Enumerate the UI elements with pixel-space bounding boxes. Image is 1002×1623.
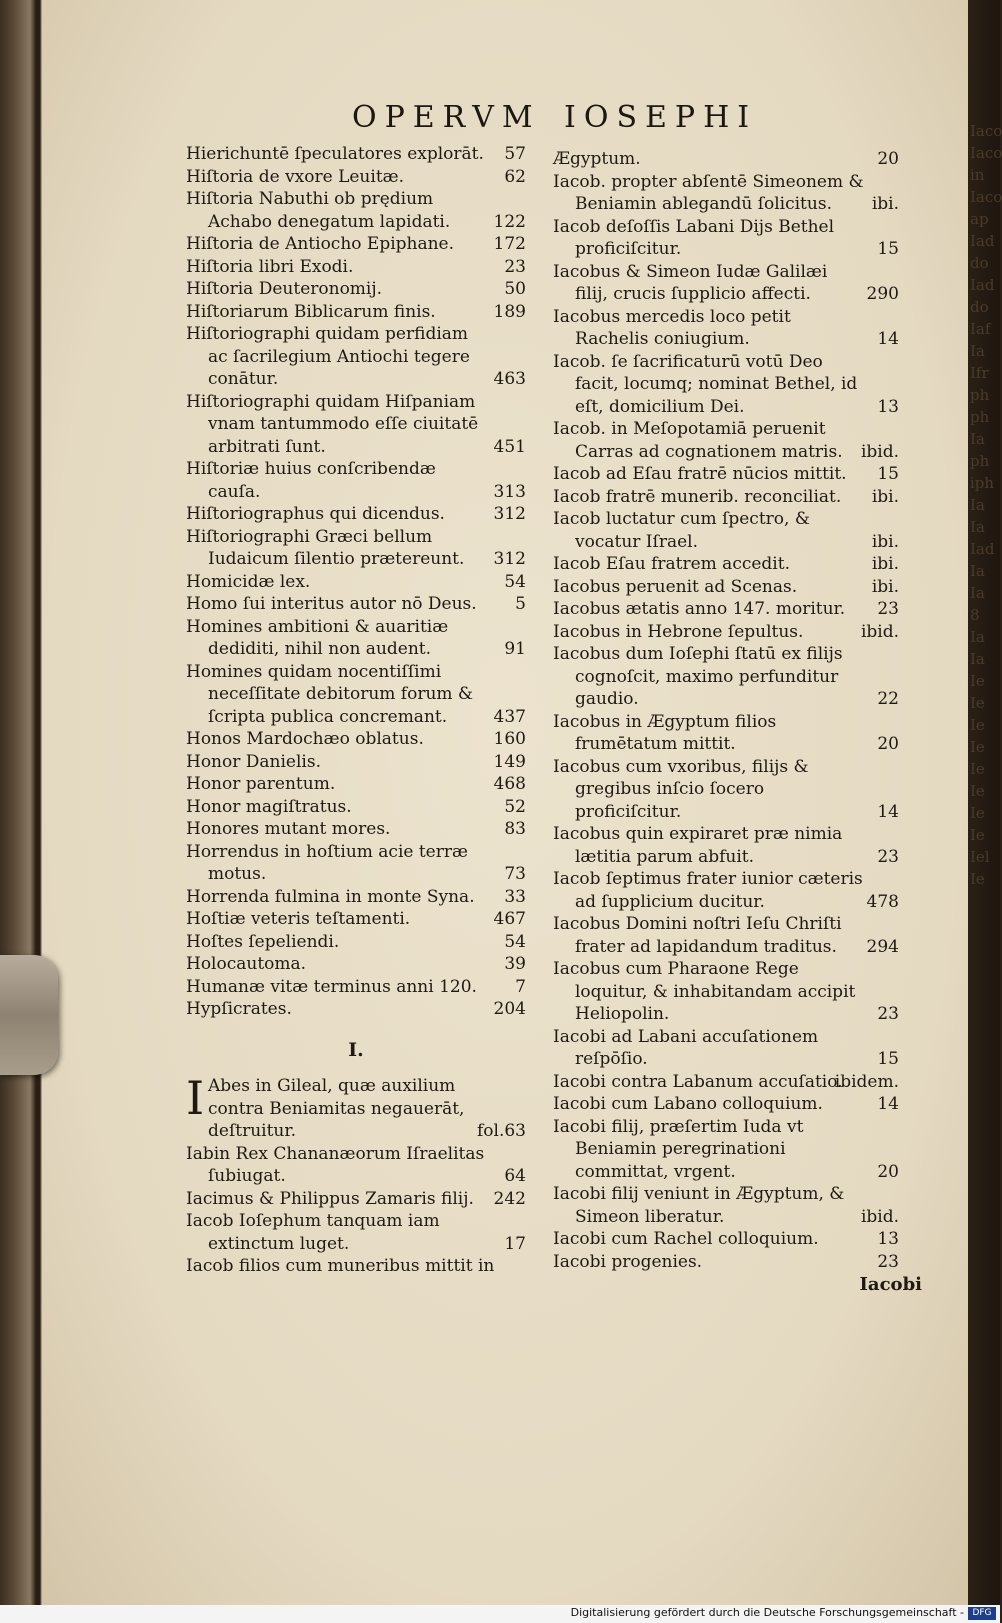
entry-text: Hiſtoria libri Exodi.	[186, 256, 354, 277]
edge-fragment: Ia	[970, 430, 985, 448]
edge-fragment: Iel	[970, 848, 990, 866]
entry-text: Iacimus & Philippus Zamaris filij.	[186, 1188, 474, 1209]
entry-page: 52	[504, 796, 526, 817]
index-entry	[553, 1183, 899, 1228]
index-entry	[553, 351, 899, 419]
entry-text: Iacob deſoſſis Labani Dijs Bethel proficiſcitur.	[553, 216, 835, 259]
entry-text: Iacob ſeptimus frater iunior cæteris ad ſupplicium ducitur.	[553, 869, 863, 912]
entry-page: 23	[504, 256, 526, 277]
entry-text: Hiſtoriographi quidam perfidiam ac ſacrilegium Antiochi tegere conātur.	[186, 324, 470, 389]
entry-text: Abes in Gileal, quæ auxilium contra Beniamitas negauerāt, deſtruitur.	[208, 1076, 465, 1141]
index-entry	[186, 998, 526, 1021]
index-entry-dropcap	[186, 1071, 526, 1143]
entry-page: 91	[504, 639, 526, 659]
entry-text: Iacobus cum Pharaone Rege loquitur, & inhabitandam accipit Heliopolin.	[553, 959, 856, 1024]
entry-text: Homines ambitioni & auaritiæ dediditi, nihil non audent.	[186, 616, 449, 659]
edge-fragment: Ia	[970, 518, 985, 536]
edge-fragment: Ia	[970, 584, 985, 602]
header-word-1: OPERVM	[352, 100, 541, 135]
index-entry	[186, 188, 526, 233]
edge-fragment: Ie	[970, 672, 985, 690]
edge-fragment: in	[970, 166, 985, 184]
index-entry	[186, 166, 526, 189]
entry-text: Iacobus cum vxoribus, filijs & gregibus inſcio ſocero proficiſcitur.	[553, 756, 809, 822]
edge-fragment: Ia	[970, 562, 985, 580]
dfg-logo: DFG	[968, 1607, 996, 1620]
entry-text: Iacobus in Ægyptum filios frumētatum mittit.	[553, 711, 777, 754]
entry-page: 468	[493, 774, 526, 794]
index-entry	[186, 526, 526, 571]
entry-page: 14	[877, 1094, 899, 1114]
entry-page: 467	[493, 909, 526, 929]
entry-page: 13	[877, 1229, 899, 1249]
entry-page: ibid.	[860, 621, 899, 642]
index-entry	[553, 823, 899, 868]
entry-page: 54	[504, 571, 526, 592]
index-entry	[186, 616, 526, 661]
entry-page: fol.63	[477, 1121, 526, 1141]
entry-text: Iacobus dum Ioſephi ſtatū ex filijs cognoſcit, maximo perfunditur gaudio.	[553, 644, 843, 709]
index-entry	[553, 868, 899, 913]
entry-text: Hiſtoria Deuteronomij.	[186, 279, 383, 299]
entry-page: 15	[877, 239, 899, 259]
entry-text: Iacob Ioſephum tanquam iam extinctum luget.	[186, 1211, 440, 1254]
entry-text: Honor parentum.	[186, 774, 336, 794]
entry-text: Iacobi ad Labani accuſationem reſpōſio.	[553, 1026, 819, 1069]
entry-text: Iacobus ætatis anno 147. moritur.	[553, 599, 846, 619]
entry-text: Iacob ad Eſau fratrē nūcios mittit.	[553, 464, 847, 484]
entry-text: Hypſicrates.	[186, 999, 292, 1019]
index-entry	[553, 1093, 899, 1116]
entry-text: Honor magiſtratus.	[186, 796, 352, 817]
left-entries-i	[186, 1143, 526, 1278]
index-entry	[186, 908, 526, 931]
index-entry	[186, 751, 526, 774]
entry-page: 5	[515, 594, 526, 614]
index-entry	[553, 306, 899, 351]
index-entry	[186, 391, 526, 459]
index-entry	[186, 233, 526, 256]
index-entry	[553, 216, 899, 261]
entry-text: Iacobi filij, præſertim Iuda vt Beniamin peregrinationi committat, vrgent.	[553, 1116, 804, 1182]
edge-fragment: Iaco	[970, 188, 1002, 206]
edge-fragment: Ie	[970, 760, 985, 778]
entry-text: Horrendus in hoſtium acie terræ motus.	[186, 841, 468, 884]
index-entry	[553, 643, 899, 711]
entry-text: Iacob Eſau fratrem accedit.	[553, 554, 790, 574]
entry-page: 204	[493, 999, 526, 1019]
right-column	[553, 148, 899, 1273]
entry-text: Iacobus Domini noſtri Ieſu Chriſti frater ad lapidandum traditus.	[553, 914, 842, 957]
index-entry	[553, 148, 899, 171]
index-entry	[186, 886, 526, 909]
edge-fragment: ph	[970, 408, 990, 426]
index-entry	[186, 143, 526, 166]
entry-page: 14	[877, 801, 899, 822]
edge-fragment: Iad	[970, 232, 995, 250]
entry-page: 15	[877, 1049, 899, 1069]
entry-text: Hiſtoriographi Græci bellum Iudaicum ſilentio prætereunt.	[186, 526, 465, 569]
section-letter: I.	[348, 1038, 364, 1061]
entry-text: Iacobi cum Labano colloquium.	[553, 1094, 823, 1114]
entry-page: ibid.	[860, 441, 899, 462]
left-entries-h	[186, 143, 526, 1021]
index-entry	[186, 301, 526, 324]
index-entry	[186, 841, 526, 886]
entry-page: 62	[504, 166, 526, 187]
edge-fragment: iph	[970, 474, 995, 492]
entry-page: 172	[493, 234, 526, 254]
entry-page: 13	[877, 396, 899, 417]
entry-page: 15	[877, 464, 899, 484]
edge-fragment: Ia	[970, 628, 985, 646]
entry-text: Homicidæ lex.	[186, 571, 311, 592]
entry-text: Iacob filios cum muneribus mittit in	[186, 1256, 495, 1276]
entry-text: Horrenda fulmina in monte Syna.	[186, 886, 475, 907]
entry-page: 54	[504, 931, 526, 952]
facing-page-edge	[970, 120, 1002, 1600]
entry-page: ibidem.	[834, 1071, 899, 1092]
entry-page: 437	[493, 706, 526, 727]
entry-page: 50	[504, 279, 526, 299]
entry-page: 478	[866, 891, 899, 912]
entry-page: 39	[504, 954, 526, 974]
header-word-2: IOSEPHI	[564, 100, 758, 135]
index-entry	[186, 323, 526, 391]
entry-page: 33	[504, 886, 526, 907]
index-entry	[186, 818, 526, 841]
entry-page: 451	[493, 436, 526, 457]
entry-page: 313	[493, 481, 526, 502]
index-entry	[553, 553, 899, 576]
edge-fragment: Iad	[970, 540, 995, 558]
entry-page: 23	[877, 846, 899, 867]
entry-page: 7	[515, 976, 526, 997]
entry-page: 23	[877, 1251, 899, 1272]
index-entry	[553, 463, 899, 486]
edge-fragment: Ie	[970, 826, 985, 844]
entry-text: Iacobi cum Rachel colloquium.	[553, 1229, 819, 1249]
index-entry	[186, 976, 526, 999]
edge-fragment: Ifr	[970, 364, 989, 382]
entry-page: 23	[877, 599, 899, 619]
index-entry	[186, 458, 526, 503]
index-entry	[553, 508, 899, 553]
index-entry	[553, 171, 899, 216]
entry-text: Iacob luctatur cum ſpectro, & vocatur Iſrael.	[553, 509, 810, 552]
entry-text: Iacob fratrē munerib. reconciliat.	[553, 486, 842, 507]
edge-fragment: Ie	[970, 870, 985, 888]
index-entry	[186, 1255, 526, 1278]
index-entry	[186, 796, 526, 819]
index-entry	[553, 486, 899, 509]
entry-text: Iacobi filij veniunt in Ægyptum, & Simeon liberatur.	[553, 1184, 845, 1227]
footer-credit: Digitalisierung gefördert durch die Deutsche Forschungsgemeinschaft -	[570, 1606, 964, 1619]
entry-text: Iacobus in Hebrone ſepultus.	[553, 621, 804, 642]
entry-page: 189	[493, 301, 526, 322]
index-entry	[186, 953, 526, 976]
entry-page: 290	[866, 284, 899, 304]
entry-page: 83	[504, 819, 526, 839]
entry-text: Hiſtoriæ huius conſcribendæ cauſa.	[186, 459, 436, 502]
entry-page: 14	[877, 329, 899, 349]
index-entry	[553, 1116, 899, 1184]
index-entry	[553, 598, 899, 621]
edge-fragment: Iaf	[970, 320, 991, 338]
entry-text: Hoſtiæ veteris teſtamenti.	[186, 909, 411, 929]
edge-fragment: 8	[970, 606, 980, 624]
index-entry	[553, 1251, 899, 1274]
index-entry	[186, 571, 526, 594]
entry-text: Ægyptum.	[553, 149, 641, 169]
edge-fragment: ph	[970, 452, 990, 470]
entry-page: 64	[504, 1166, 526, 1186]
left-column	[186, 143, 526, 1278]
entry-text: Holocautoma.	[186, 954, 307, 974]
entry-text: Iacobi progenies.	[553, 1251, 703, 1272]
entry-text: Iacob. propter abſentē Simeonem & Beniamin ablegandū ſolicitus.	[553, 171, 864, 214]
entry-page: 57	[504, 144, 526, 164]
edge-fragment: Ie	[970, 716, 985, 734]
index-entry	[553, 958, 899, 1026]
entry-page: 20	[877, 1161, 899, 1182]
entry-text: Hiſtoriographus qui dicendus.	[186, 504, 445, 524]
index-entry	[553, 756, 899, 824]
entry-page: 312	[493, 504, 526, 524]
index-entry	[553, 576, 899, 599]
entry-page: 73	[504, 864, 526, 884]
index-entry	[553, 261, 899, 306]
entry-page: 22	[877, 689, 899, 709]
edge-fragment: ph	[970, 386, 990, 404]
edge-fragment: ap	[970, 210, 989, 228]
index-entry	[553, 418, 899, 463]
index-entry	[553, 1026, 899, 1071]
entry-text: Hiſtoria de vxore Leuitæ.	[186, 166, 405, 187]
index-entry	[553, 1071, 899, 1094]
drop-cap: I	[186, 1071, 205, 1125]
entry-page: ibi.	[871, 554, 899, 574]
entry-text: Homines quidam nocentiſſimi neceſſitate debitorum forum & ſcripta publica concremant.	[186, 661, 474, 727]
entry-text: Hoſtes ſepeliendi.	[186, 931, 340, 952]
entry-page: ibi.	[871, 486, 899, 507]
entry-page: 312	[493, 549, 526, 569]
entry-page: 20	[877, 734, 899, 754]
index-entry	[186, 593, 526, 616]
edge-fragment: Iaco	[970, 122, 1002, 140]
index-entry	[553, 1228, 899, 1251]
entry-text: Homo ſui interitus autor nō Deus.	[186, 594, 477, 614]
entry-text: Honor Danielis.	[186, 751, 321, 772]
index-entry	[186, 773, 526, 796]
entry-text: Humanæ vitæ terminus anni 120.	[186, 976, 477, 997]
entry-text: Iacobus peruenit ad Scenas.	[553, 576, 798, 597]
index-entry	[186, 1143, 526, 1188]
index-entry	[186, 1210, 526, 1255]
index-entry	[186, 728, 526, 751]
entry-page: 122	[493, 211, 526, 232]
entry-page: 149	[493, 751, 526, 772]
entry-text: Iacobus & Simeon Iudæ Galilæi filij, crucis ſupplicio affecti.	[553, 261, 828, 304]
entry-page: ibid.	[860, 1206, 899, 1227]
index-entry	[186, 661, 526, 729]
catchword: Iacobi	[859, 1274, 922, 1295]
index-entry	[186, 1188, 526, 1211]
entry-page: 20	[877, 149, 899, 169]
index-entry	[553, 621, 899, 644]
entry-page: 23	[877, 1004, 899, 1024]
entry-text: Iacob. in Meſopotamiā peruenit Carras ad cognationem matris.	[553, 419, 843, 462]
entry-page: ibi.	[871, 576, 899, 597]
entry-text: Hierichuntē ſpeculatores explorāt.	[186, 144, 484, 164]
entry-page: ibi.	[871, 531, 899, 552]
entry-text: Iacobus quin expiraret præ nimia lætitia parum abfuit.	[553, 824, 843, 867]
index-entry	[553, 711, 899, 756]
index-entry	[186, 256, 526, 279]
edge-fragment: Ia	[970, 496, 985, 514]
index-entry	[553, 913, 899, 958]
entry-text: Iacobus mercedis loco petit Rachelis coniugium.	[553, 306, 791, 349]
entry-page: 160	[493, 729, 526, 749]
entry-page: ibi.	[871, 194, 899, 214]
footer-bar	[0, 1605, 1000, 1623]
edge-fragment: Ia	[970, 342, 985, 360]
edge-fragment: Ie	[970, 694, 985, 712]
entry-page: 294	[866, 936, 899, 957]
entry-page: 463	[493, 369, 526, 389]
edge-fragment: Iaco	[970, 144, 1002, 162]
edge-fragment: Iad	[970, 276, 995, 294]
entry-page: 242	[493, 1188, 526, 1209]
index-entry	[186, 931, 526, 954]
index-entry	[186, 503, 526, 526]
edge-fragment: Ie	[970, 738, 985, 756]
entry-text: Hiſtoria Nabuthi ob prędium Achabo denegatum lapidati.	[186, 189, 451, 232]
edge-fragment: do	[970, 298, 989, 316]
entry-text: Iacobi contra Labanum accuſatio.	[553, 1071, 843, 1092]
edge-fragment: Ie	[970, 782, 985, 800]
entry-text: Honores mutant mores.	[186, 819, 391, 839]
entry-text: Iabin Rex Chananæorum Iſraelitas ſubiugat.	[186, 1143, 485, 1186]
entry-text: Honos Mardochæo oblatus.	[186, 729, 424, 749]
entry-text: Hiſtoriographi quidam Hiſpaniam vnam tantummodo eſſe ciuitatē arbitrati ſunt.	[186, 391, 479, 457]
edge-fragment: Ia	[970, 650, 985, 668]
index-entry	[186, 278, 526, 301]
entry-page: 17	[504, 1233, 526, 1254]
entry-text: Iacob. ſe ſacrificaturū votū Deo facit, locumq; nominat Bethel, id eſt, domicilium Dei.	[553, 351, 858, 417]
edge-fragment: do	[970, 254, 989, 272]
entry-text: Hiſtoriarum Biblicarum finis.	[186, 301, 436, 322]
entry-text: Hiſtoria de Antiocho Epiphane.	[186, 234, 455, 254]
edge-fragment: Ie	[970, 804, 985, 822]
book-clasp	[0, 955, 58, 1075]
